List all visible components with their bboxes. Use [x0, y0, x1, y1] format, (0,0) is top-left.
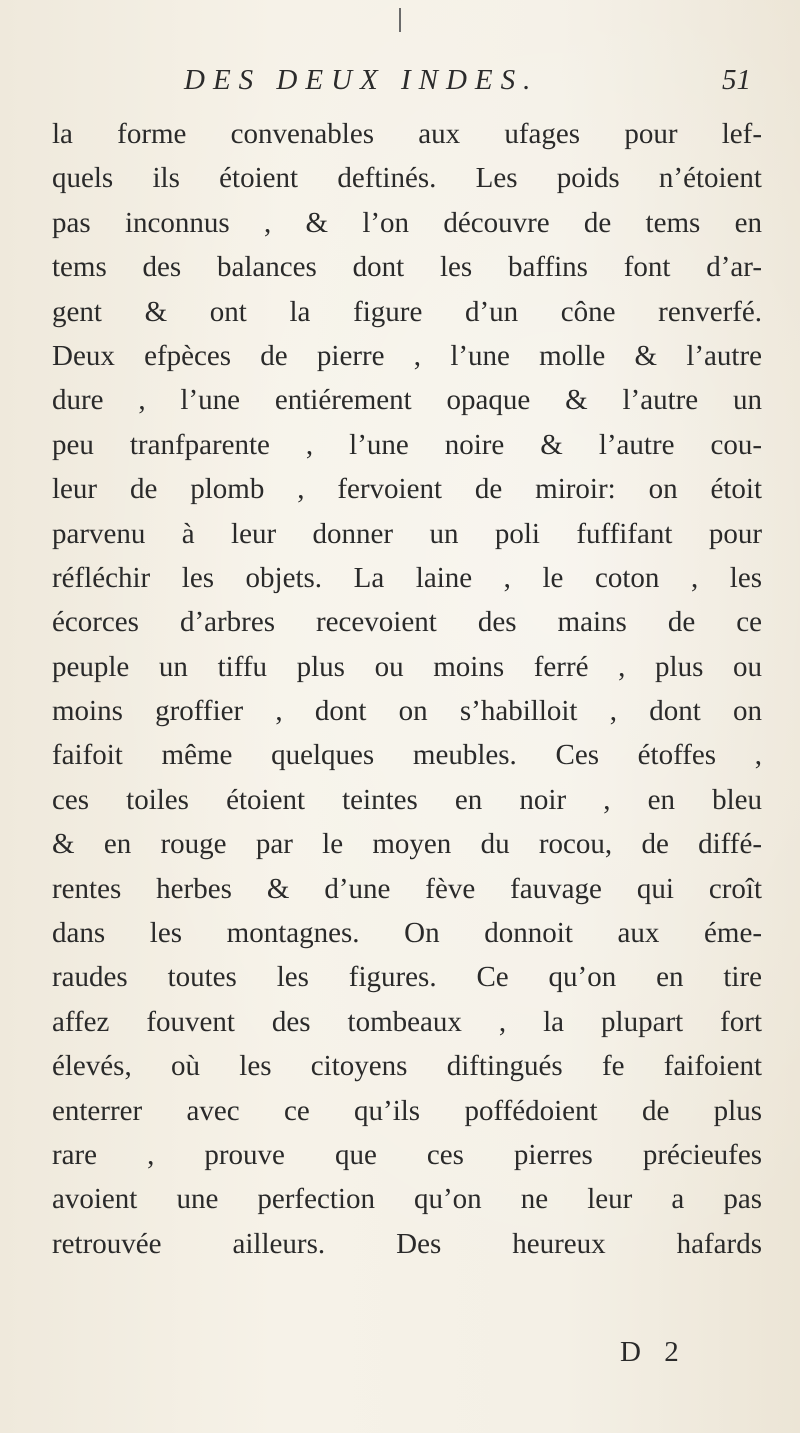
text-line: dans les montagnes. On donnoit aux éme-	[52, 917, 762, 950]
text-line: avoient une perfection qu’on ne leur a pas	[52, 1183, 762, 1216]
page-number: 51	[722, 64, 751, 96]
text-line: affez fouvent des tombeaux , la plupart fort	[52, 1005, 762, 1038]
text-line: rare , prouve que ces pierres précieufes	[52, 1138, 762, 1171]
text-line: ces toiles étoient teintes en noir , en bleu	[52, 783, 762, 816]
text-line: la forme convenables aux ufages pour lef-	[52, 118, 762, 150]
text-line: moins groffier , dont on s’habilloit , dont on	[52, 695, 762, 728]
text-line: rentes herbes & d’une fève fauvage qui croît	[52, 872, 762, 905]
text-line: écorces d’arbres recevoient des mains de ce	[52, 606, 762, 639]
body-text	[52, 112, 762, 1266]
text-line: peu tranfparente , l’une noire & l’autre cou-	[52, 428, 762, 461]
text-line: retrouvée ailleurs. Des heureux hafards	[52, 1227, 762, 1260]
text-line: peuple un tiffu plus ou moins ferré , plus ou	[52, 650, 762, 683]
text-line: faifoit même quelques meubles. Ces étoffes ,	[52, 739, 762, 772]
running-head	[0, 64, 800, 104]
text-line: enterrer avec ce qu’ils poffédoient de plus	[52, 1094, 762, 1127]
text-line: élevés, où les citoyens diftingués fe faifoient	[52, 1050, 762, 1083]
text-line: parvenu à leur donner un poli fuffifant pour	[52, 517, 762, 550]
text-line: leur de plomb , fervoient de miroir: on étoit	[52, 473, 762, 506]
text-line: Deux efpèces de pierre , l’une molle & l’autre	[52, 339, 762, 372]
text-line: quels ils étoient deftinés. Les poids n’étoient	[52, 162, 762, 195]
text-line: pas inconnus , & l’on découvre de tems en	[52, 206, 762, 239]
text-line: tems des balances dont les baffins font d’ar-	[52, 251, 762, 284]
text-line: raudes toutes les figures. Ce qu’on en tire	[52, 961, 762, 994]
text-line: & en rouge par le moyen du rocou, de diffé-	[52, 828, 762, 861]
signature-mark: D 2	[620, 1336, 687, 1368]
running-title: DES DEUX INDES.	[184, 64, 539, 96]
text-line: réfléchir les objets. La laine , le coton , les	[52, 561, 762, 594]
text-line: gent & ont la figure d’un cône renverfé.	[52, 295, 762, 328]
page-edge-mark	[399, 8, 401, 32]
text-line: dure , l’une entiérement opaque & l’autre un	[52, 384, 762, 417]
